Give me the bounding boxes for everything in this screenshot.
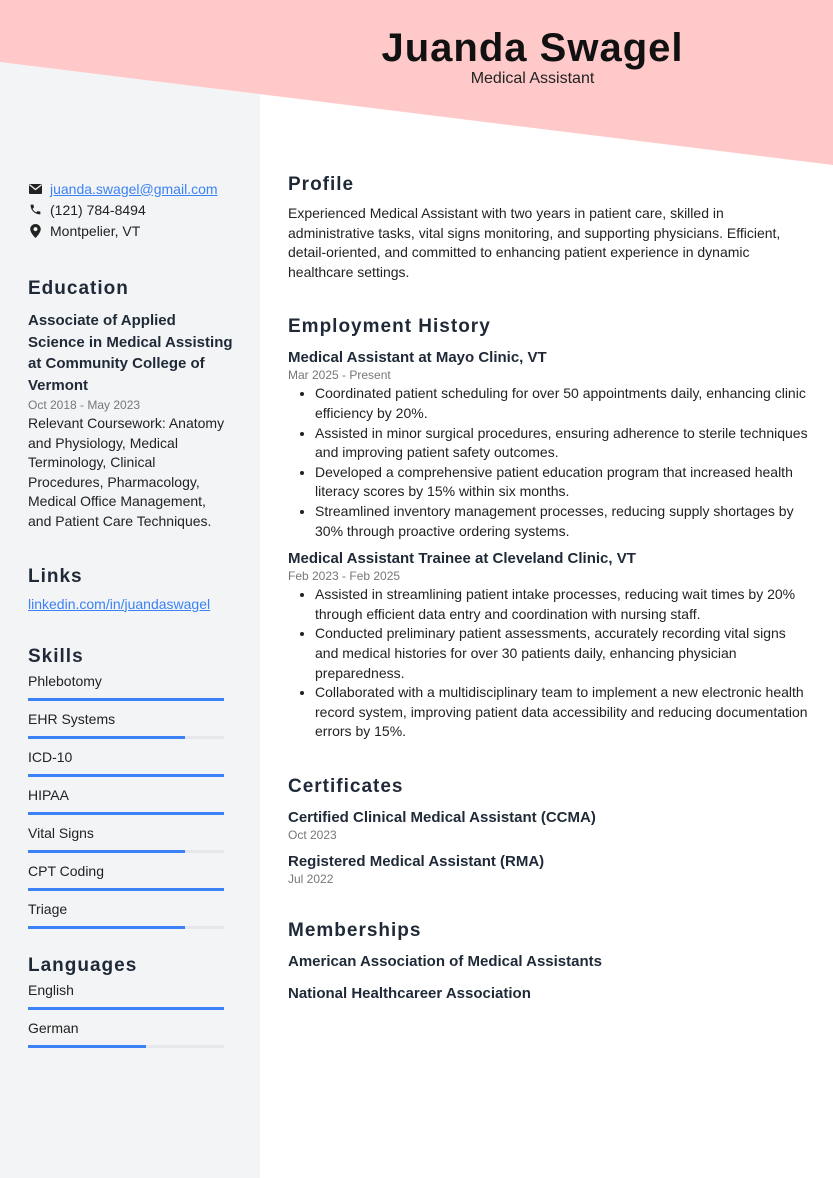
- language-item: [28, 981, 233, 1010]
- skills-heading: Skills: [28, 645, 84, 667]
- job-bullets: [288, 384, 808, 541]
- education-section: [28, 278, 233, 532]
- skill-item: [28, 710, 233, 739]
- education-dates: Oct 2018 - May 2023: [28, 398, 141, 412]
- email-link[interactable]: juanda.swagel@gmail.com: [50, 180, 218, 197]
- skill-level-bar: [28, 774, 224, 777]
- skill-item: [28, 672, 233, 701]
- certificates-list: [288, 808, 808, 886]
- skill-level-fill: [28, 812, 224, 815]
- candidate-name: Juanda Swagel: [381, 26, 684, 70]
- skill-level-bar: [28, 926, 224, 929]
- language-level-fill: [28, 1045, 146, 1048]
- skill-level-fill: [28, 926, 185, 929]
- language-level-bar: [28, 1045, 224, 1048]
- linkedin-link[interactable]: linkedin.com/in/juandaswagel: [28, 595, 211, 612]
- languages-section: [28, 955, 233, 1048]
- contact-phone-row: [28, 199, 233, 220]
- map-pin-icon: [28, 224, 42, 238]
- memberships-heading: Memberships: [288, 919, 422, 941]
- job-dates: Mar 2025 - Present: [288, 368, 391, 383]
- languages-list: [28, 981, 233, 1048]
- skill-item: [28, 748, 233, 777]
- main-content: [288, 174, 808, 1004]
- language-level-bar: [28, 1007, 224, 1010]
- job-bullet: • Coordinated patient scheduling for over 50 appointments daily, enhancing clinic efficiency by 20%.: [315, 384, 808, 423]
- skill-name: Phlebotomy: [28, 672, 102, 689]
- skill-name: CPT Coding: [28, 862, 105, 879]
- skill-item: [28, 824, 233, 853]
- language-level-fill: [28, 1007, 224, 1010]
- phone-number: (121) 784-8494: [50, 201, 146, 218]
- skill-name: Triage: [28, 900, 68, 917]
- profile-heading: Profile: [288, 174, 355, 195]
- certificate-name: Certified Clinical Medical Assistant (CCMA): [288, 808, 596, 826]
- sidebar: [28, 178, 233, 1057]
- skill-name: ICD-10: [28, 748, 73, 765]
- phone-icon: [28, 203, 42, 217]
- contact-location-row: [28, 220, 233, 241]
- skills-section: [28, 646, 233, 929]
- job-bullet: • Conducted preliminary patient assessments, accurately recording vital signs and medical histories for over 30 patients daily, enhancing physician preparedness.: [315, 624, 808, 683]
- skill-item: [28, 786, 233, 815]
- education-description: Relevant Coursework: Anatomy and Physiology, Medical Terminology, Clinical Procedures, Pharmacology, Medical Office Management, and Patient Care Techniques.: [28, 415, 225, 529]
- skill-level-fill: [28, 888, 224, 891]
- job-entry: [288, 549, 808, 742]
- certificates-heading: Certificates: [288, 775, 404, 797]
- skill-name: EHR Systems: [28, 710, 116, 727]
- memberships-section: [288, 920, 808, 1004]
- memberships-list: [288, 952, 808, 1004]
- skill-level-fill: [28, 736, 185, 739]
- employment-heading: Employment History: [288, 316, 491, 338]
- certificate-date: Oct 2023: [288, 827, 337, 842]
- education-heading: Education: [28, 278, 129, 299]
- candidate-title: Medical Assistant: [470, 70, 595, 87]
- certificates-section: [288, 776, 808, 886]
- skills-list: [28, 672, 233, 929]
- employment-section: [288, 316, 808, 742]
- header: [260, 24, 833, 88]
- job-bullet: • Streamlined inventory management processes, reducing supply shortages by 30% through proactive ordering systems.: [315, 502, 808, 541]
- job-bullets: [288, 585, 808, 742]
- skill-level-bar: [28, 698, 224, 701]
- contact-email-row: [28, 178, 233, 199]
- job-bullet: • Collaborated with a multidisciplinary team to implement a new electronic health record system, improving patient data accessibility and reducing documentation errors by 15%.: [315, 683, 808, 742]
- links-section: [28, 566, 233, 612]
- certificate-date: Jul 2022: [288, 871, 334, 886]
- skill-item: [28, 862, 233, 891]
- language-name: German: [28, 1019, 79, 1036]
- jobs-list: [288, 348, 808, 742]
- skill-level-bar: [28, 812, 224, 815]
- contact-block: [28, 178, 233, 241]
- languages-heading: Languages: [28, 954, 138, 976]
- certificate-name: Registered Medical Assistant (RMA): [288, 852, 545, 870]
- job-dates: Feb 2023 - Feb 2025: [288, 569, 401, 584]
- skill-level-fill: [28, 698, 224, 701]
- language-item: [28, 1019, 233, 1048]
- job-entry: [288, 348, 808, 541]
- skill-name: HIPAA: [28, 786, 69, 803]
- skill-level-fill: [28, 850, 185, 853]
- profile-text: Experienced Medical Assistant with two years in patient care, skilled in administrative tasks, vital signs monitoring, and supporting physicians. Efficient, detail-oriented, and committed to enhancing patient experience in dynamic healthcare settings.: [288, 205, 781, 280]
- certificate-entry: [288, 852, 808, 886]
- education-degree: Associate of Applied Science in Medical Assisting at Community College of Vermont: [28, 312, 233, 394]
- envelope-icon: [28, 182, 42, 196]
- profile-section: [288, 174, 808, 282]
- membership-item: National Healthcareer Association: [288, 984, 531, 1002]
- skill-level-fill: [28, 774, 224, 777]
- job-bullet: • Assisted in minor surgical procedures, ensuring adherence to sterile techniques and improving patient safety outcomes.: [315, 424, 808, 463]
- job-bullet: • Assisted in streamlining patient intake processes, reducing wait times by 20% through efficient data entry and coordination with nursing staff.: [315, 585, 808, 624]
- links-heading: Links: [28, 565, 83, 587]
- location: Montpelier, VT: [50, 222, 141, 239]
- skill-level-bar: [28, 736, 224, 739]
- language-name: English: [28, 981, 74, 998]
- skill-level-bar: [28, 888, 224, 891]
- skill-name: Vital Signs: [28, 824, 94, 841]
- certificate-entry: [288, 808, 808, 842]
- skill-level-bar: [28, 850, 224, 853]
- job-bullet: • Developed a comprehensive patient education program that increased health literacy scores by 15% within six months.: [315, 463, 808, 502]
- skill-item: [28, 900, 233, 929]
- job-title: Medical Assistant Trainee at Cleveland Clinic, VT: [288, 550, 636, 568]
- membership-item: American Association of Medical Assistants: [288, 952, 602, 970]
- job-title: Medical Assistant at Mayo Clinic, VT: [288, 349, 547, 367]
